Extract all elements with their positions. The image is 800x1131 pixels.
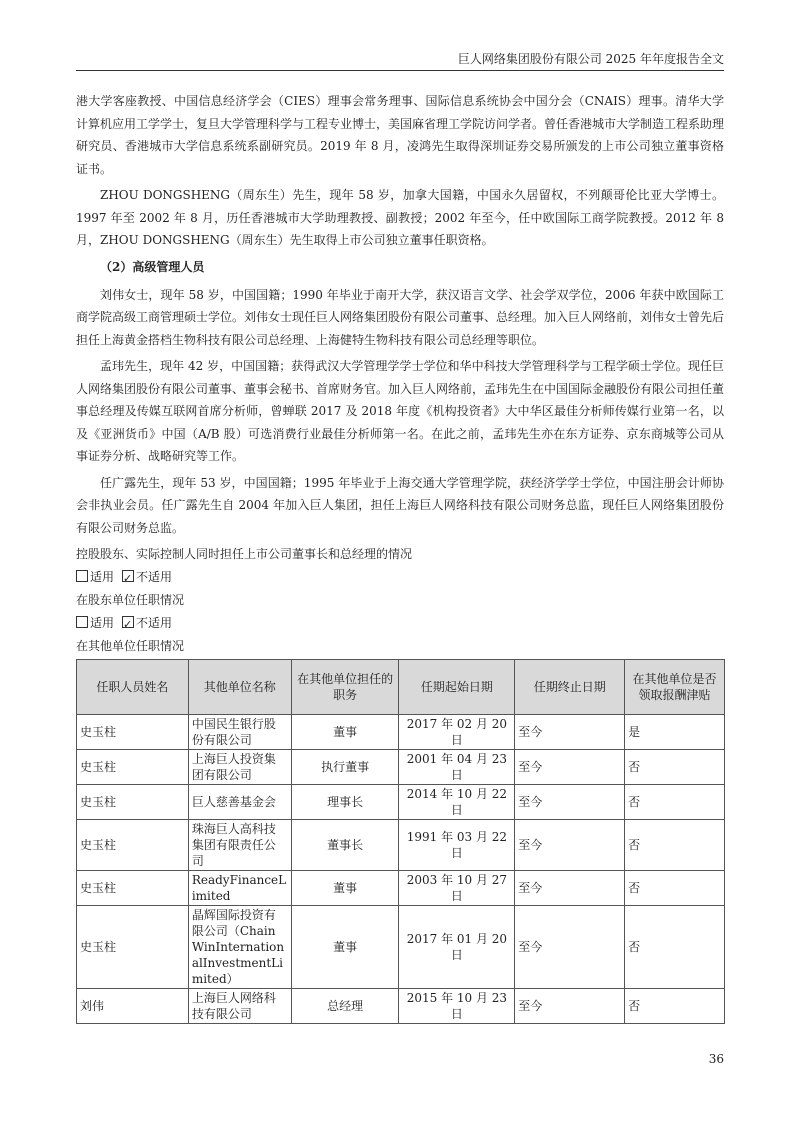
checkbox-not-applicable-checked[interactable] [122, 616, 134, 628]
table-row [77, 871, 725, 906]
table-cell: 1991 年 03 月 22 日 [399, 820, 515, 871]
table-cell: 2003 年 10 月 27 日 [399, 871, 515, 906]
paragraph-ling-hong-bio: 港大学客座教授、中国信息经济学会（CIES）理事会常务理事、国际信息系统协会中国分会（CNAIS）理事。清华大学计算机应用工学学士，复旦大学管理科学与工程专业博士，美国麻省理工学院访问学者。曾任香港城市大学制造工程系助理研究员、香港城市大学信息系统系副研究员。2019 年 8 月，凌鸿先生取得深圳证券交易所颁发的上市公司独立董事资格证书。 [76, 94, 725, 176]
question-shareholder-unit-roles: 在股东单位任职情况 [76, 593, 185, 607]
header-title: 巨人网络集团股份有限公司 2025 年年度报告全文 [457, 52, 724, 66]
table-cell: 上海巨人网络科技有限公司 [188, 989, 291, 1024]
table-cell: 史玉柱 [77, 871, 189, 906]
table-cell: 巨人慈善基金会 [188, 785, 291, 820]
table-cell: 董事长 [291, 820, 399, 871]
page-content [76, 90, 724, 681]
table-row [77, 750, 725, 785]
label-not-applicable: 不适用 [136, 616, 173, 630]
checkbox-row-1 [76, 566, 724, 589]
table-row [77, 989, 725, 1024]
table-row [77, 785, 725, 820]
table-cell: 史玉柱 [77, 785, 189, 820]
table-cell: 否 [625, 820, 725, 871]
table-cell: 否 [625, 750, 725, 785]
other-unit-positions-table [76, 659, 725, 1024]
table-cell: 否 [625, 989, 725, 1024]
table-cell: 至今 [515, 715, 625, 750]
table-cell: 董事 [291, 906, 399, 989]
section-heading-senior-management: （2）高级管理人员 [100, 259, 205, 274]
table-cell: 至今 [515, 906, 625, 989]
checkbox-not-applicable-checked[interactable] [122, 570, 134, 582]
column-header: 任职人员姓名 [77, 660, 189, 715]
page-header [76, 50, 724, 71]
question-other-unit-roles: 在其他单位任职情况 [76, 639, 185, 653]
table-cell: 理事长 [291, 785, 399, 820]
table-cell: 否 [625, 871, 725, 906]
table-cell: 执行董事 [291, 750, 399, 785]
label-not-applicable: 不适用 [136, 570, 173, 584]
table-cell: 否 [625, 785, 725, 820]
table-cell: 至今 [515, 871, 625, 906]
table-cell: 史玉柱 [77, 820, 189, 871]
table-cell: 史玉柱 [77, 715, 189, 750]
table-header-row [77, 660, 725, 715]
label-applicable: 适用 [90, 616, 115, 630]
checkbox-row-2 [76, 612, 724, 635]
table-cell: 董事 [291, 715, 399, 750]
table-cell: 至今 [515, 785, 625, 820]
paragraph-zhou-dongsheng-bio: ZHOU DONGSHENG（周东生）先生，现年 58 岁，加拿大国籍，中国永久居留权，不列颠哥伦比亚大学博士。1997 年至 2002 年 8 月，历任香港城市大学助理教授、副教授；2002 年至今，任中欧国际工商学院教授。2012 年 8 月，ZHOU DONGSHENG（周东生）先生取得上市公司独立董事任职资格。 [76, 188, 724, 247]
table-cell: 史玉柱 [77, 750, 189, 785]
table-cell: 2017 年 02 月 20 日 [399, 715, 515, 750]
table-cell: 史玉柱 [77, 906, 189, 989]
table-cell: 珠海巨人高科技集团有限责任公司 [188, 820, 291, 871]
column-header: 在其他单位担任的职务 [291, 660, 399, 715]
table-cell: 2015 年 10 月 23 日 [399, 989, 515, 1024]
table-cell: 刘伟 [77, 989, 189, 1024]
table-cell: 2017 年 01 月 20 日 [399, 906, 515, 989]
column-header: 任期终止日期 [515, 660, 625, 715]
table-cell: 否 [625, 906, 725, 989]
column-header: 在其他单位是否领取报酬津贴 [625, 660, 725, 715]
table-cell: 2014 年 10 月 22 日 [399, 785, 515, 820]
table-cell: 至今 [515, 750, 625, 785]
page-number: 36 [708, 1052, 724, 1066]
paragraph-liu-wei-bio: 刘伟女士，现年 58 岁，中国国籍；1990 年毕业于南开大学，获汉语言文学、社会学双学位，2006 年获中欧国际工商学院高级工商管理硕士学位。刘伟女士现任巨人网络集团股份有限公司董事、总经理。加入巨人网络前，刘伟女士曾先后担任上海黄金搭档生物科技有限公司总经理、上海健特生物科技有限公司总经理等职位。 [76, 287, 725, 347]
table-row [77, 715, 725, 750]
table-cell: 至今 [515, 989, 625, 1024]
table-cell: 总经理 [291, 989, 399, 1024]
paragraph-ren-guanglu-bio: 任广露先生，现年 53 岁，中国国籍；1995 年毕业于上海交通大学管理学院，获经济学学士学位，中国注册会计师协会非执业会员。任广露先生自 2004 年加入巨人集团，担任上海巨人网络科技有限公司财务总监，现任巨人网络集团股份有限公司财务总监。 [76, 475, 724, 535]
table-cell: 中国民生银行股份有限公司 [188, 715, 291, 750]
paragraph-meng-wei-bio: 孟玮先生，现年 42 岁，中国国籍；获得武汉大学管理学学士学位和华中科技大学管理科学与工程学硕士学位。现任巨人网络集团股份有限公司董事、董事会秘书、首席财务官。加入巨人网络前，孟玮先生在中国国际金融股份有限公司担任董事总经理及传媒互联网首席分析师，曾蝉联 2017 及 2018 年度《机构投资者》大中华区最佳分析师传媒行业第一名，以及《亚洲货币》中国（A/B 股）可选消费行业最佳分析师第一名。在此之前，孟玮先生亦在东方证券、京东商城等公司从事证券分析、战略研究等工作。 [76, 359, 725, 463]
table-cell: 董事 [291, 871, 399, 906]
column-header: 其他单位名称 [188, 660, 291, 715]
label-applicable: 适用 [90, 570, 115, 584]
checkbox-applicable[interactable] [76, 616, 88, 628]
table-cell: 至今 [515, 820, 625, 871]
question-controller-concurrent-role: 控股股东、实际控制人同时担任上市公司董事长和总经理的情况 [76, 547, 413, 561]
column-header: 任期起始日期 [399, 660, 515, 715]
table-cell: 是 [625, 715, 725, 750]
table-cell: 2001 年 04 月 23 日 [399, 750, 515, 785]
table-row [77, 820, 725, 871]
table-cell: ReadyFinanceLimited [188, 871, 291, 906]
checkbox-applicable[interactable] [76, 570, 88, 582]
table-cell: 晶辉国际投资有限公司（ChainWinInternationalInvestmentLimited） [188, 906, 291, 989]
table-cell: 上海巨人投资集团有限公司 [188, 750, 291, 785]
table-row [77, 906, 725, 989]
